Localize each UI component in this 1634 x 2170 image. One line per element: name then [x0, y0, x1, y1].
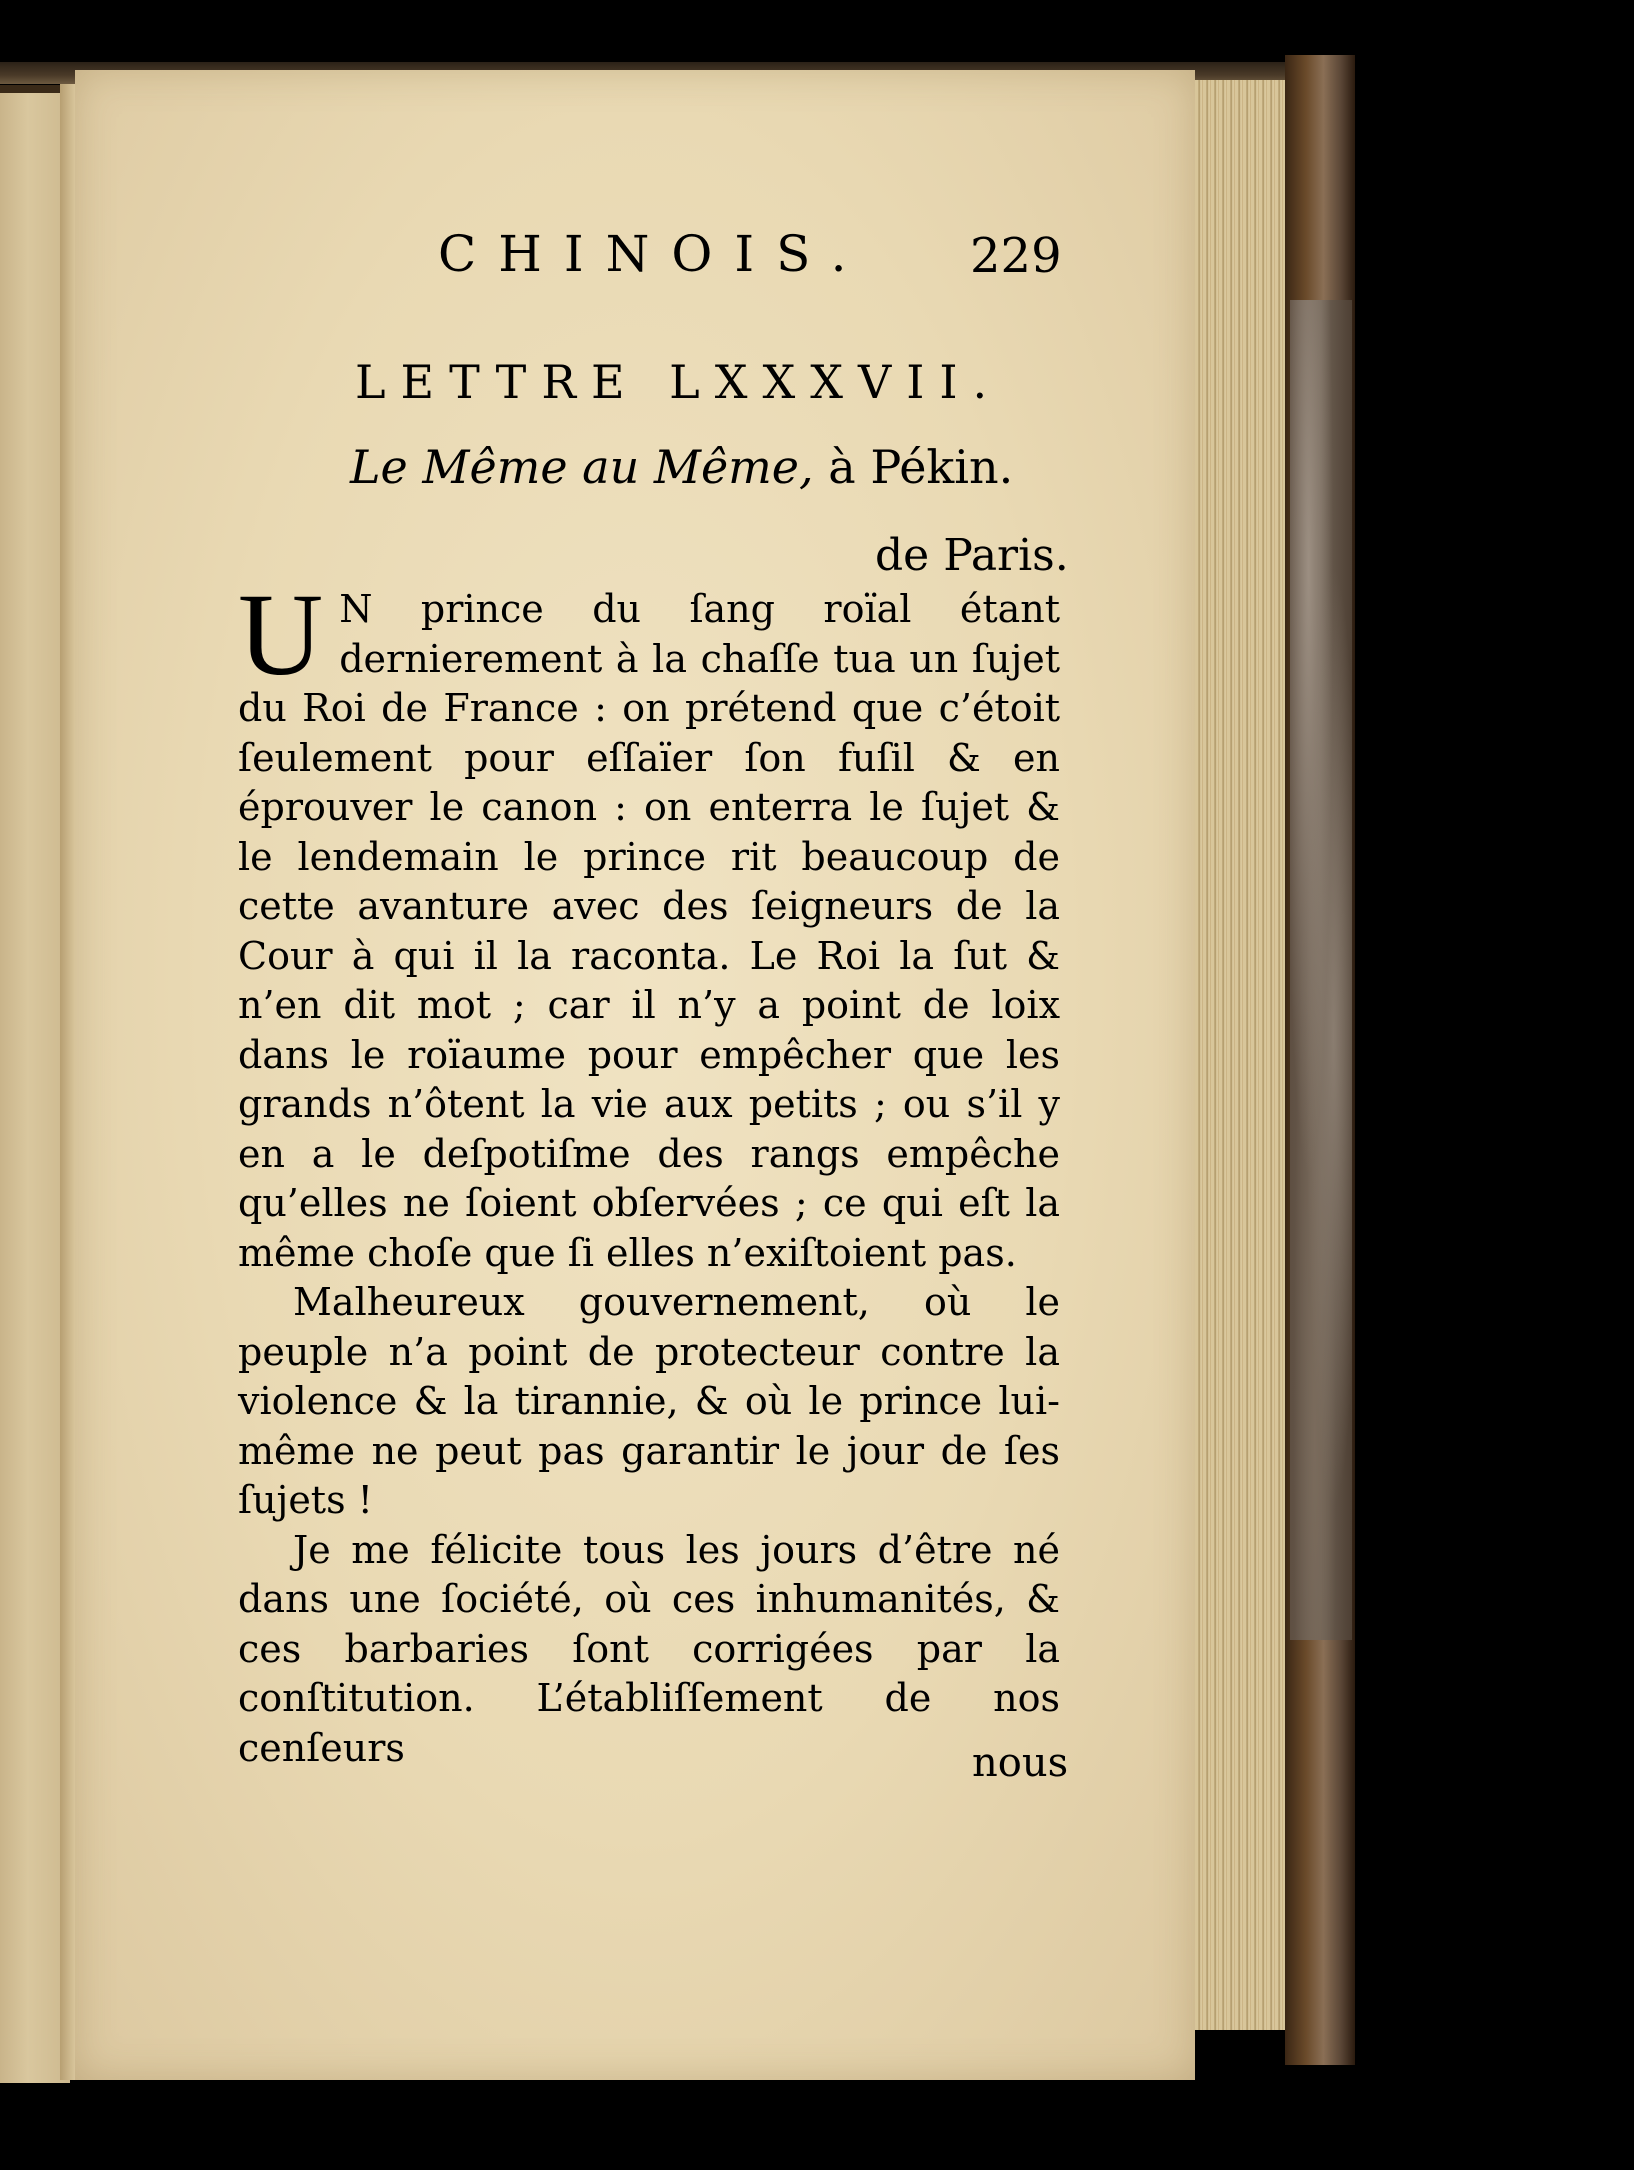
letter-addressee-line — [350, 440, 1013, 494]
paragraph-text: N prince du ſang roïal étant dernierement à la chaſſe tua un ſujet du Roi de France : on prétend que c’étoit ſeulement pour eſſaïer ſon fuſil & en éprouver le canon : on enterra le ſujet & le lendemain le prince rit beaucoup de cette avanture avec des ſeigneurs de la Cour à qui il la raconta. Le Roi la ſut & n’en dit mot ; car il n’y a point de loix dans le roïaume pour empêcher que les grands n’ôtent la vie aux petits ; ou s’il y en a le deſpotiſme des rangs empêche qu’elles ne ſoient obſervées ; ce qui eſt la même choſe que ſi elles n’exiſtoient pas. — [238, 587, 1060, 1275]
drop-cap: U — [238, 569, 324, 700]
running-head: CHINOIS. — [438, 225, 869, 283]
paragraph-1 — [238, 569, 1060, 1278]
page-stack-fore-edge — [1195, 80, 1285, 2030]
letter-destination: à Pékin. — [828, 440, 1014, 494]
letter-title: LETTRE LXXXVII. — [355, 355, 1003, 409]
marbled-board — [1290, 300, 1352, 1640]
paragraph-3: Je me félicite tous les jours d’être né dans une ſociété, où ces inhumanités, & ces barbaries ſont corrigées par la conſtitution. L’établiſſement de nos cenſeurs — [238, 1527, 1060, 1770]
letter-body — [238, 569, 1060, 1773]
page-number: 229 — [970, 228, 1062, 284]
letter-addressee: Le Même au Même, — [350, 440, 814, 494]
paragraph-2: Malheureux gouvernement, où le peuple n’a point de protecteur contre la violence & la tirannie, & où le prince lui-même ne peut pas garantir le jour de ſes ſujets ! — [238, 1280, 1060, 1522]
catchword: nous — [972, 1740, 1069, 1786]
letter-place: de Paris. — [875, 530, 1069, 581]
